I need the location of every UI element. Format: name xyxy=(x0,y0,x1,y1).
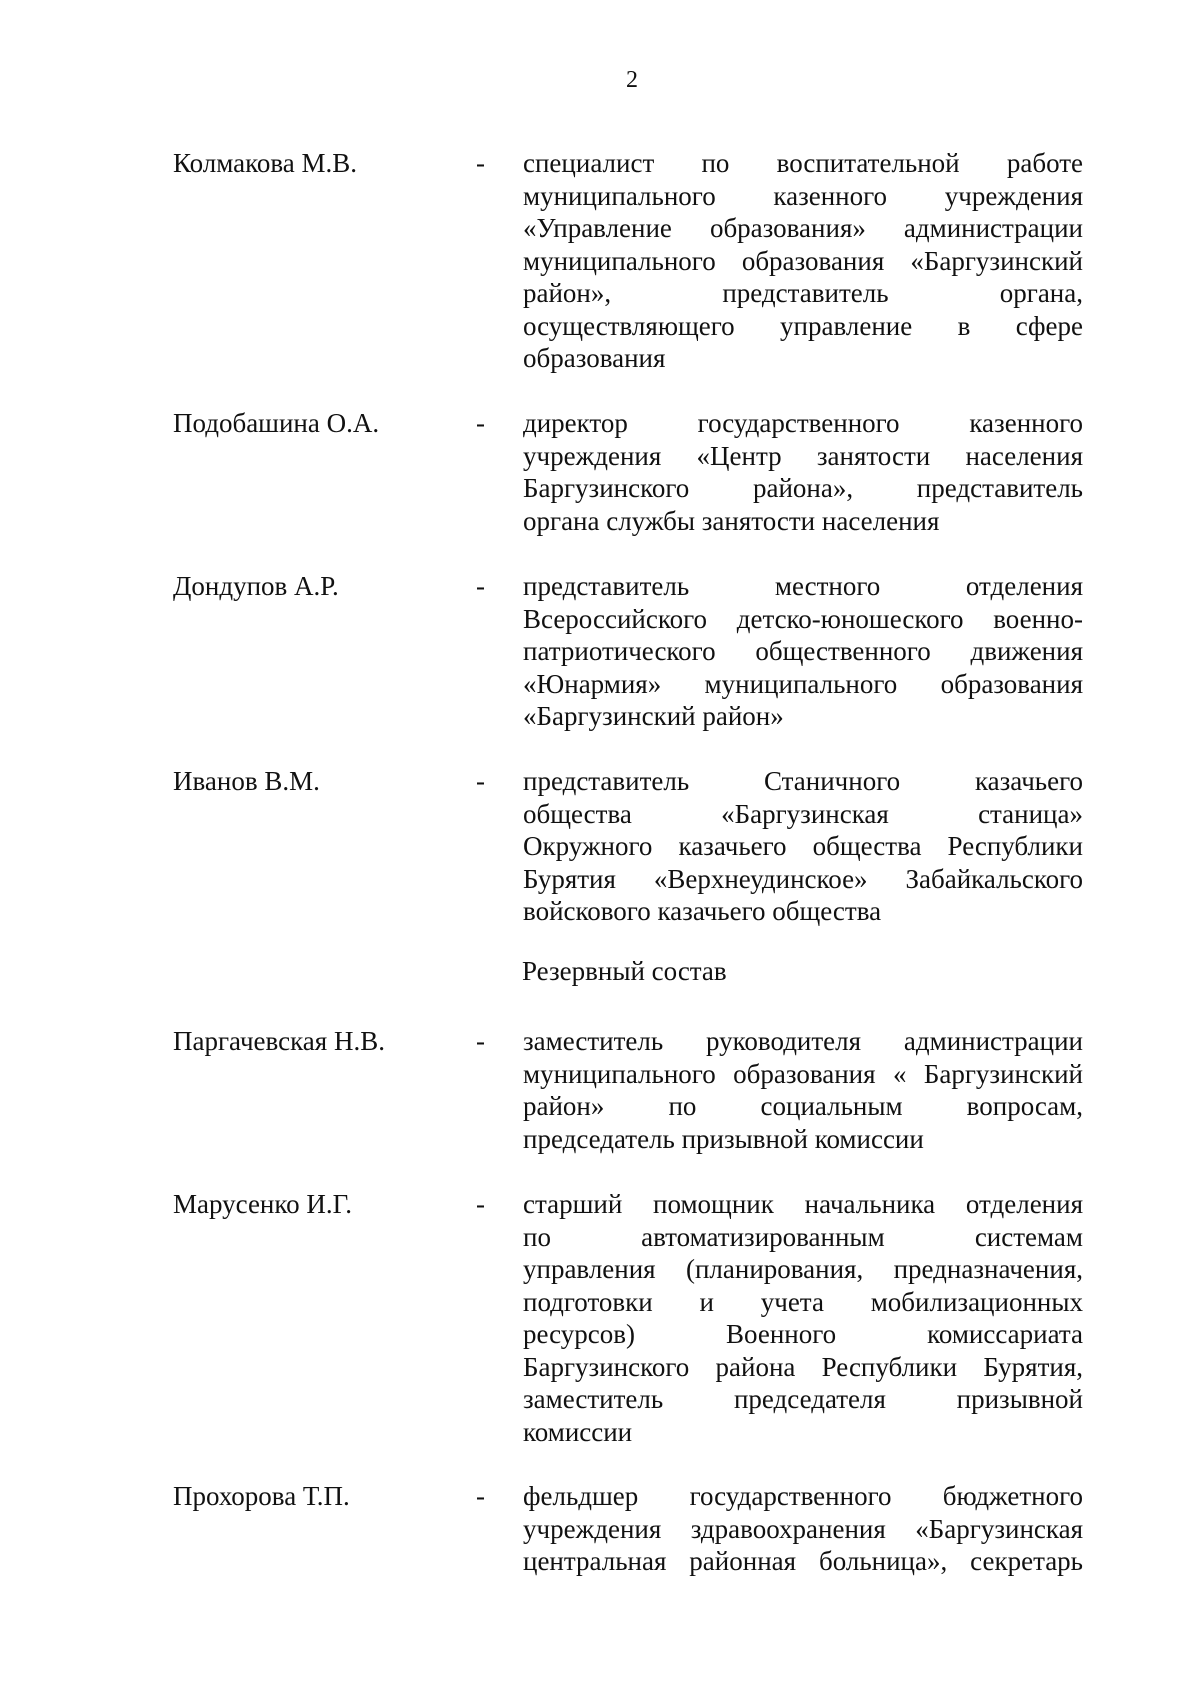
dash-separator: - xyxy=(476,766,485,796)
description-line: «Юнармия» муниципального образования xyxy=(523,668,1083,699)
dash-separator: - xyxy=(476,571,485,601)
description-line: ресурсов) Военного комиссариата xyxy=(523,1319,1083,1349)
description-line: муниципального образования « Баргузинский xyxy=(523,1058,1083,1089)
description-line: учреждения здравоохранения «Баргузинская xyxy=(523,1513,1083,1544)
description-line: директор государственного казенного xyxy=(523,408,1083,438)
description-line: «Баргузинский район» xyxy=(523,701,784,731)
dash-separator: - xyxy=(476,1189,485,1219)
member-name: Прохорова Т.П. xyxy=(173,1481,350,1511)
member-name: Иванов В.М. xyxy=(173,766,320,796)
description-line: органа службы занятости населения xyxy=(523,505,940,536)
description-line: войскового казачьего общества xyxy=(523,896,882,926)
description-line: старший помощник начальника отделения xyxy=(523,1189,1083,1219)
member-name: Дондупов А.Р. xyxy=(173,571,339,601)
description-line: заместитель председателя призывной xyxy=(523,1384,1083,1414)
description-line: «Управление образования» администрации xyxy=(523,213,1083,243)
member-description xyxy=(523,765,1083,928)
description-line: центральная районная больница», секретарь xyxy=(523,1546,1083,1576)
description-line: управления (планирования, предназначения, xyxy=(523,1254,1083,1284)
description-line: осуществляющего управление в сфере xyxy=(523,310,1083,341)
description-line: подготовки и учета мобилизационных xyxy=(523,1286,1083,1317)
description-line: фельдшер государственного бюджетного xyxy=(523,1481,1083,1511)
dash-separator: - xyxy=(476,1026,485,1056)
description-line: патриотического общественного движения xyxy=(523,636,1083,666)
description-line: заместитель руководителя администрации xyxy=(523,1026,1083,1056)
member-description xyxy=(523,570,1083,733)
description-line: Всероссийского детско-юношеского военно- xyxy=(523,603,1083,634)
description-line: по автоматизированным системам xyxy=(523,1221,1083,1252)
description-line: район» по социальным вопросам, xyxy=(523,1091,1083,1121)
member-name: Паргачевская Н.В. xyxy=(173,1026,385,1056)
description-line: Окружного казачьего общества Республики xyxy=(523,831,1083,861)
member-description xyxy=(523,407,1083,537)
member-name: Марусенко И.Г. xyxy=(173,1189,352,1219)
description-line: район», представитель органа, xyxy=(523,278,1083,308)
member-description xyxy=(523,1025,1083,1155)
description-line: комиссии xyxy=(523,1416,633,1447)
member-description xyxy=(523,147,1083,375)
description-line: представитель Станичного казачьего xyxy=(523,766,1083,796)
description-line: образования xyxy=(523,343,666,373)
member-description xyxy=(523,1188,1083,1448)
description-line: специалист по воспитательной работе xyxy=(523,148,1083,178)
dash-separator: - xyxy=(476,1481,485,1511)
description-line: представитель местного отделения xyxy=(523,571,1083,601)
description-line: учреждения «Центр занятости населения xyxy=(523,440,1083,471)
description-line: Баргузинского района Республики Бурятия, xyxy=(523,1351,1083,1382)
reserve-section-heading: Резервный состав xyxy=(522,956,727,986)
member-name: Колмакова М.В. xyxy=(173,148,358,178)
dash-separator: - xyxy=(476,148,485,178)
member-name: Подобашина О.А. xyxy=(173,408,380,438)
member-description xyxy=(523,1480,1083,1578)
description-line: Бурятия «Верхнеудинское» Забайкальского xyxy=(523,863,1083,894)
description-line: Баргузинского района», представитель xyxy=(523,473,1083,503)
description-line: муниципального казенного учреждения xyxy=(523,180,1083,211)
dash-separator: - xyxy=(476,408,485,438)
description-line: председатель призывной комиссии xyxy=(523,1123,924,1154)
description-line: общества «Баргузинская станица» xyxy=(523,798,1083,829)
description-line: муниципального образования «Баргузинский xyxy=(523,245,1083,276)
page-number: 2 xyxy=(626,67,638,93)
